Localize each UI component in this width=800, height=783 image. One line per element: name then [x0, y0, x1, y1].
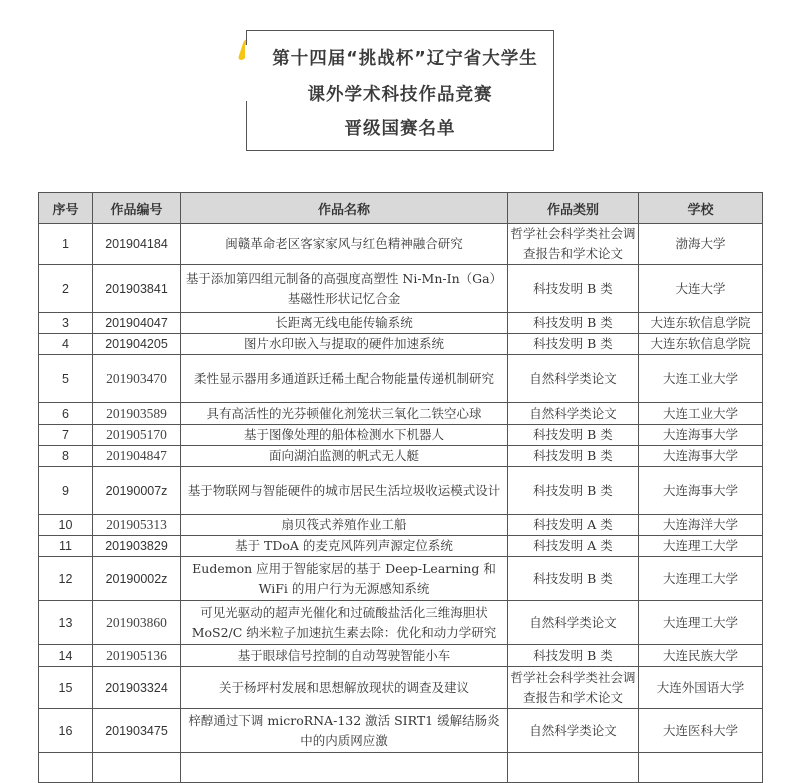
col-header-category: 作品类别 — [508, 193, 639, 224]
cell-code: 201903860 — [93, 601, 181, 645]
table-row — [39, 467, 763, 515]
cell-seq: 3 — [39, 313, 93, 334]
cell-seq: 13 — [39, 601, 93, 645]
cell-code: 201904047 — [93, 313, 181, 334]
col-header-code: 作品编号 — [93, 193, 181, 224]
cell-name: 闽赣革命老区客家家风与红色精神融合研究 — [181, 224, 508, 265]
table-row — [39, 667, 763, 709]
table-row — [39, 313, 763, 334]
cell-seq: 16 — [39, 709, 93, 753]
cell-school: 大连海事大学 — [639, 446, 763, 467]
cell-seq: 11 — [39, 536, 93, 557]
cell-school: 大连东软信息学院 — [639, 334, 763, 355]
table-row-cutoff — [39, 753, 763, 783]
cell-category: 科技发明 B 类 — [508, 265, 639, 313]
col-header-seq: 序号 — [39, 193, 93, 224]
table-row — [39, 645, 763, 667]
cell-code: 201903589 — [93, 403, 181, 425]
cell-school: 大连东软信息学院 — [639, 313, 763, 334]
cell-school: 大连理工大学 — [639, 536, 763, 557]
cell-name: 扇贝筏式养殖作业工船 — [181, 515, 508, 536]
cell-seq: 15 — [39, 667, 93, 709]
cell-category: 科技发明 B 类 — [508, 313, 639, 334]
cell-code: 201904205 — [93, 334, 181, 355]
cell-seq: 1 — [39, 224, 93, 265]
cell-school: 大连理工大学 — [639, 557, 763, 601]
cell-seq: 8 — [39, 446, 93, 467]
cell-seq: 4 — [39, 334, 93, 355]
col-header-name: 作品名称 — [181, 193, 508, 224]
cell-school: 大连民族大学 — [639, 645, 763, 667]
cell-category: 科技发明 B 类 — [508, 334, 639, 355]
cell-code: 20190002z — [93, 557, 181, 601]
cell-category: 科技发明 A 类 — [508, 515, 639, 536]
cell-category: 自然科学类论文 — [508, 709, 639, 753]
cell-category: 哲学社会科学类社会调查报告和学术论文 — [508, 667, 639, 709]
cell-seq: 6 — [39, 403, 93, 425]
table-row — [39, 403, 763, 425]
cell-school: 大连海事大学 — [639, 425, 763, 446]
cell-name: 基于物联网与智能硬件的城市居民生活垃圾收运模式设计 — [181, 467, 508, 515]
cell-name: 图片水印嵌入与提取的硬件加速系统 — [181, 334, 508, 355]
cell-category: 科技发明 A 类 — [508, 536, 639, 557]
cell-code: 201904847 — [93, 446, 181, 467]
cell-school: 大连海事大学 — [639, 467, 763, 515]
cell-category: 科技发明 B 类 — [508, 467, 639, 515]
cell-seq: 2 — [39, 265, 93, 313]
cell-school: 大连工业大学 — [639, 355, 763, 403]
finalist-table — [38, 192, 763, 783]
cell-school: 大连海洋大学 — [639, 515, 763, 536]
table-header-row — [39, 193, 763, 224]
cell-code: 20190007z — [93, 467, 181, 515]
cell-category: 科技发明 B 类 — [508, 446, 639, 467]
title-line-3: 晋级国赛名单 — [344, 119, 456, 139]
table-row — [39, 425, 763, 446]
cell-name: Eudemon 应用于智能家居的基于 Deep-Learning 和 WiFi 的用户行为无源感知系统 — [181, 557, 508, 601]
cell-name: 基于 TDoA 的麦克风阵列声源定位系统 — [181, 536, 508, 557]
table-row — [39, 446, 763, 467]
table-row — [39, 709, 763, 753]
cell-category: 哲学社会科学类社会调查报告和学术论文 — [508, 224, 639, 265]
cell-name: 梓醇通过下调 microRNA-132 激活 SIRT1 缓解结肠炎中的内质网应激 — [181, 709, 508, 753]
title-line-1: 第十四届“挑战杯”辽宁省大学生 — [272, 49, 538, 69]
cell-name: 可见光驱动的超声光催化和过硫酸盐活化三维海胆状 MoS2/C 纳米粒子加速抗生素去除：优化和动力学研究 — [181, 601, 508, 645]
cell-name: 关于杨坪村发展和思想解放现状的调查及建议 — [181, 667, 508, 709]
cell-code: 201903841 — [93, 265, 181, 313]
table-row — [39, 601, 763, 645]
cell-category: 自然科学类论文 — [508, 601, 639, 645]
cell-category: 科技发明 B 类 — [508, 425, 639, 446]
cell-name: 基于添加第四组元制备的高强度高塑性 Ni-Mn-In（Ga）基磁性形状记忆合金 — [181, 265, 508, 313]
table-row — [39, 557, 763, 601]
cell-code: 201903324 — [93, 667, 181, 709]
table-row — [39, 334, 763, 355]
cell-seq: 7 — [39, 425, 93, 446]
cell-name: 柔性显示器用多通道跃迁稀土配合物能量传递机制研究 — [181, 355, 508, 403]
cell-school: 大连大学 — [639, 265, 763, 313]
cell-name: 基于图像处理的船体检测水下机器人 — [181, 425, 508, 446]
cell-category: 科技发明 B 类 — [508, 557, 639, 601]
cell-code: 201903829 — [93, 536, 181, 557]
table-row — [39, 515, 763, 536]
cell-seq: 12 — [39, 557, 93, 601]
cell-seq: 10 — [39, 515, 93, 536]
cell-school: 大连外国语大学 — [639, 667, 763, 709]
cell-name: 基于眼球信号控制的自动驾驶智能小车 — [181, 645, 508, 667]
cell-school: 大连工业大学 — [639, 403, 763, 425]
cell-category: 自然科学类论文 — [508, 355, 639, 403]
table-row — [39, 536, 763, 557]
table-row — [39, 265, 763, 313]
col-header-school: 学校 — [639, 193, 763, 224]
cell-name: 面向湖泊监测的帆式无人艇 — [181, 446, 508, 467]
cell-code: 201905136 — [93, 645, 181, 667]
cell-category: 科技发明 B 类 — [508, 645, 639, 667]
cell-code: 201905313 — [93, 515, 181, 536]
cell-school: 渤海大学 — [639, 224, 763, 265]
title-box — [246, 30, 554, 151]
cell-school: 大连医科大学 — [639, 709, 763, 753]
cell-seq: 14 — [39, 645, 93, 667]
cell-code: 201903475 — [93, 709, 181, 753]
table-row — [39, 224, 763, 265]
cell-seq: 5 — [39, 355, 93, 403]
cell-code: 201904184 — [93, 224, 181, 265]
cell-seq: 9 — [39, 467, 93, 515]
cell-code: 201903470 — [93, 355, 181, 403]
cell-name: 长距离无线电能传输系统 — [181, 313, 508, 334]
cell-school: 大连理工大学 — [639, 601, 763, 645]
table-row — [39, 355, 763, 403]
title-line-2: 课外学术科技作品竞赛 — [307, 85, 493, 105]
cell-code: 201905170 — [93, 425, 181, 446]
cell-category: 自然科学类论文 — [508, 403, 639, 425]
cell-name: 具有高活性的光芬顿催化剂笼状三氧化二铁空心球 — [181, 403, 508, 425]
